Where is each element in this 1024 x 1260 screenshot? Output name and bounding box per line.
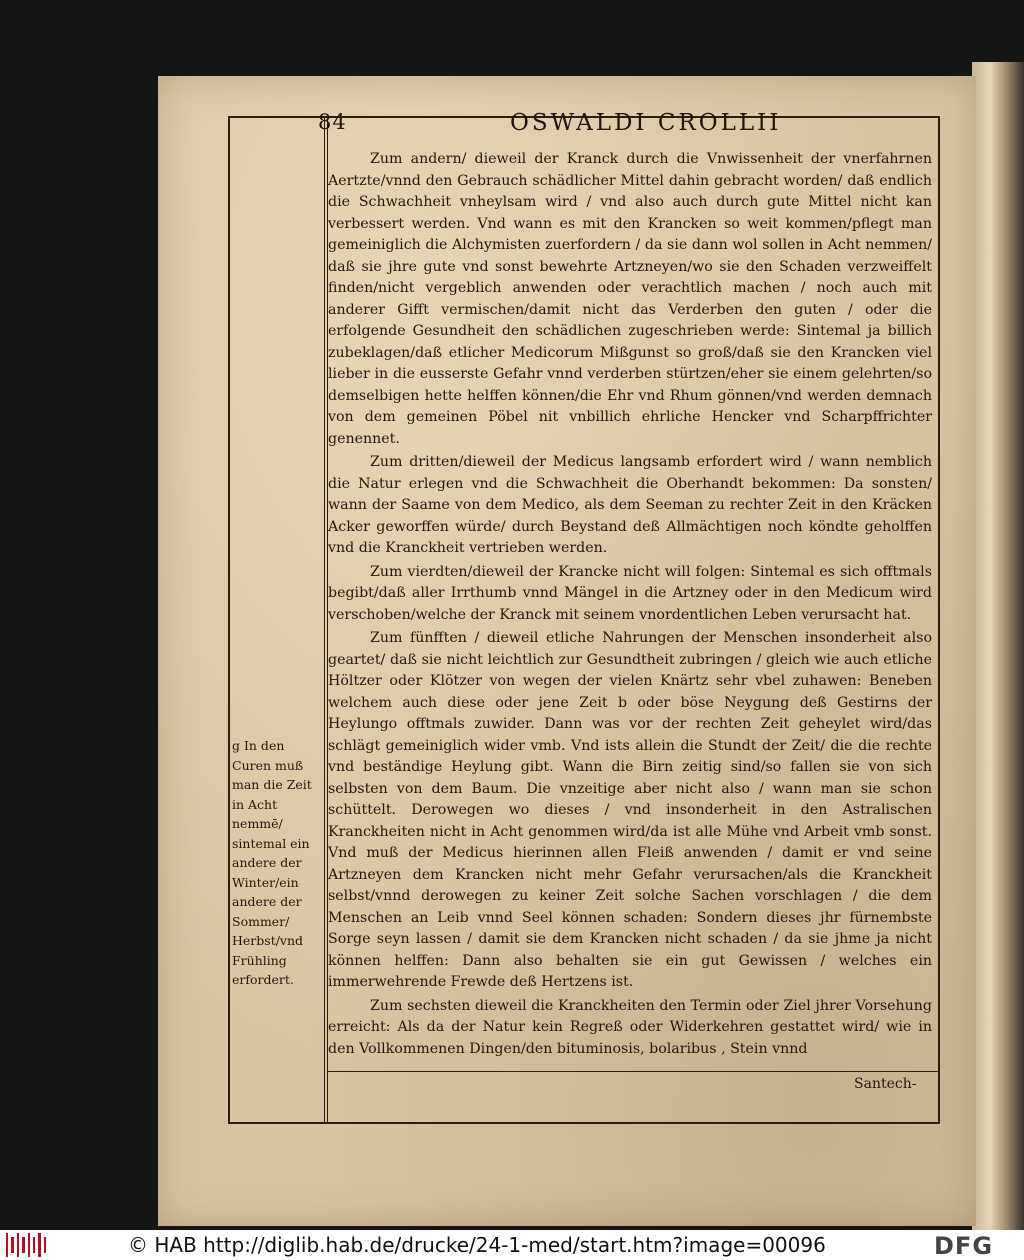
paragraph: Zum vierdten/dieweil der Krancke nicht will folgen: Sintemal es sich offtmals begibt/daß aller Irrthumb vnnd Mängel in die Artzney oder in den Medicum wird verschoben/welche der Kranck mit seinem vnordentlichen Leben verursacht hat. [328,563,932,623]
marginal-note: g In den Curen muß man die Zeit in Acht nemmē/ sintemal ein andere der Winter/ein andere der Sommer/ Herbst/vnd Frühling erfordert. [232,738,312,987]
bottom-rule [328,1071,938,1072]
page-number: 84 [318,110,347,134]
book-page [158,76,976,1226]
running-head: OSWALDI CROLLII [510,110,782,136]
body-text [328,149,932,1060]
dfg-logo: DFG [934,1232,994,1260]
catchword: Santech- [854,1076,917,1092]
paragraph: Zum dritten/dieweil der Medicus langsamb erfordert wird / wann nemblich die Natur erlegen vnd die Schwachheit die Oberhandt bekommen: Da sonsten/ wann der Saame von dem Medico, als dem Seeman zu rechter Zeit in den Kräcken Acker geworffen würde/ durch Beystand deß Allmächtigen noch köndte geholffen vnd die Kranckheit vertrieben werden. [328,454,932,556]
hab-logo-icon [6,1233,46,1257]
adjacent-page-edge [972,62,1024,1230]
paragraph: Zum andern/ dieweil der Kranck durch die Vnwissenheit der vnerfahrnen Aertzte/vnnd den Gebrauch schädlicher Mittel dahin gebracht worden/ daß endlich die Schwachheit vnheylsam wird / vnd also auch durch gute Mittel nicht kan verbessert werden. Vnd wann es mit den Krancken so weit kommen/pflegt man gemeiniglich die Alchymisten zuerfordern / da sie dann wol sollen in Acht nemmen/ daß sie jhre gute vnd sonst bewehrte Artzneyen/wo sie den Schaden verzweiffelt finden/nicht vergeblich anwenden oder verachtlich machen / noch auch mit anderer Gifft vermischen/damit nicht das Verderben den guten / oder die erfolgende Gesundheit den schädlichen zugeschrieben werde: Sintemal ja billich zubeklagen/daß etlicher Medicorum Mißgunst so groß/daß sie den Krancken viel lieber in die eusserste Gefahr vnnd verderben stürtzen/eher sie einem gelehrten/so demselbigen hette helffen können/die Ehr vnd Rhum gönnen/vnd werden demnach von dem gemeinen Pöbel nit vnbillich ehrliche Hencker vnd Scharpffrichter genennet. [328,151,932,447]
footer-link[interactable]: © HAB http://diglib.hab.de/drucke/24-1-med/start.htm?image=00096 [128,1233,826,1257]
paragraph: Zum sechsten dieweil die Kranckheiten den Termin oder Ziel jhrer Vorsehung erreicht: Als da der Natur kein Regreß oder Widerkehren gestattet wird/ wie in den Vollkommenen Dingen/den bituminosis, bolaribus , Stein vnnd [328,997,932,1057]
footer-bar [0,1230,1024,1260]
paragraph: Zum fünfften / dieweil etliche Nahrungen der Menschen insonderheit also geartet/ daß sie nicht leichtlich zur Gesundtheit zubringen / gleich wie auch etliche Höltzer oder Klötzer von wegen der vielen Knärtz sehr vbel zuhawen: Beneben welchem auch diese oder jene Zeit b oder böse Neygung deß Gestirns der Heylungo offtmals zuwider. Dann was vor der rechten Zeit geheylet wird/das schlägt gemeiniglich wider vmb. Vnd ists allein die Stundt der Zeit/ die die rechte vnd beständige Heylung gibt. Wann die Birn zeitig sind/so fallen sie von sich selbsten von dem Baum. Die vnzeitige aber nicht also / wann man sie schon schüttelt. Derowegen wo dieses / vnd insonderheit in den Astralischen Kranckheiten nicht in Acht genommen wird/da ist alle Mühe vnd Arbeit vmb sonst. Vnd muß der Medicus hierinnen allen Fleiß anwenden / damit er vnd seine Artzneyen dem Krancken nicht mehr Gefahr verursachen/als die Kranckheit selbst/vnnd derowegen zu keiner Zeit solche Sachen vorschlagen / die dem Menschen an Leib vnnd Seel können schaden: Sondern dieses jhr fürnembste Sorge seyn lassen / damit sie dem Krancken nicht schaden / da sie jhme ja nicht können helffen: Dann also behalten sie ein gut Gewissen / welches ein immerwehrende Frewde deß Hertzens ist. [328,630,932,990]
